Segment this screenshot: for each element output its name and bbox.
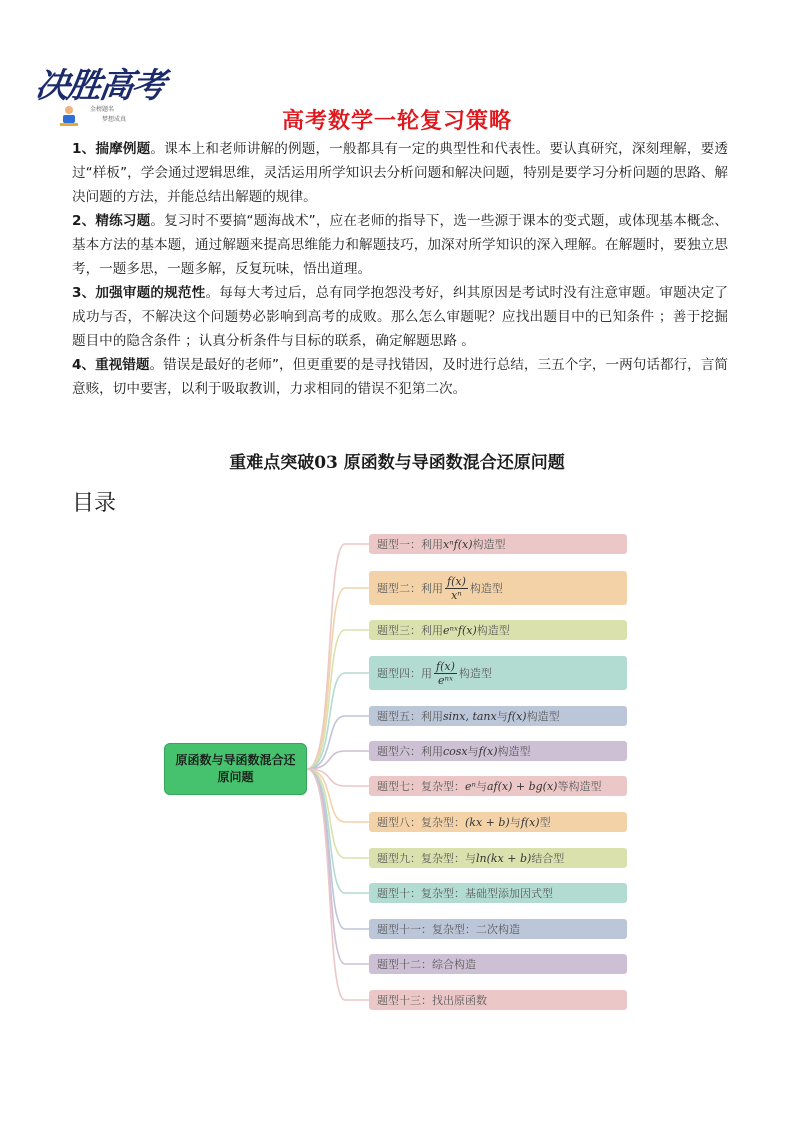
mindmap-connector <box>307 630 369 769</box>
tip-3 <box>72 281 728 353</box>
node-label: 与 <box>475 780 487 793</box>
mindmap-connector <box>307 769 369 893</box>
tip-2 <box>72 209 728 281</box>
node-fraction <box>434 660 457 687</box>
logo-text: 决胜高考 <box>32 66 167 106</box>
node-math: f(x) <box>507 709 527 723</box>
node-label: 构造型 <box>469 582 503 595</box>
node-label: 构造型 <box>497 745 531 758</box>
node-label: 构造型 <box>458 667 492 680</box>
node-math: af(x) + bg(x) <box>486 779 558 793</box>
node-label: 题型一：利用 <box>377 538 443 551</box>
node-label: 题型九：复杂型：与 <box>377 852 476 865</box>
tip-body: 。复习时不要搞“题海战术”，应在老师的指导下，选一些源于课本的变式题，或体现基本概念、基本方法的基本题，通过解题来提高思维能力和解题技巧，加深对所学知识的深入理解。在解题时，要独立思考，一题多思，一题多解，反复玩味，悟出道理。 <box>72 213 728 277</box>
mindmap-connector <box>307 769 369 929</box>
fraction-denominator: xⁿ <box>451 588 462 602</box>
tip-body: 。课本上和老师讲解的例题，一般都具有一定的典型性和代表性。要认真研究，深刻理解，要透过“样板”，学会通过逻辑思维，灵活运用所学知识去分析问题和解决问题，特别是要学习分析问题的思路、解决问题的方法，并能总结出解题的规律。 <box>72 141 728 205</box>
tip-body: 。每每大考过后，总有同学抱怨没考好，纠其原因是考试时没有注意审题。审题决定了成功与否，不解决这个问题势必影响到高考的成败。那么怎么审题呢？应找出题目中的已知条件 ；善于挖掘题目中的隐含条件 ；认真分析条件与目标的联系，确定解题思路 。 <box>72 285 728 349</box>
node-math: (kx + b) <box>465 815 510 829</box>
node-math: ln(kx + b) <box>476 851 532 865</box>
mindmap-connector <box>307 673 369 769</box>
mindmap-root: 原函数与导函数混合还原问题 <box>164 743 307 795</box>
node-math: eⁿ <box>465 779 476 793</box>
node-math: f(x) <box>520 815 540 829</box>
node-label: 构造型 <box>526 710 560 723</box>
tip-lead: 2、精练习题 <box>72 213 151 229</box>
node-label: 题型八：复杂型： <box>377 816 465 829</box>
mindmap-node <box>369 919 627 939</box>
node-label: 等构造型 <box>557 780 602 793</box>
logo-tagline-2: 梦想成真 <box>102 116 127 123</box>
tip-lead: 4、重视错题 <box>72 357 150 373</box>
mindmap-node <box>369 656 627 690</box>
tip-lead: 3、加强审题的规范性 <box>72 285 206 301</box>
node-label: 题型十一：复杂型：二次构造 <box>377 923 520 936</box>
tip-4 <box>72 353 728 401</box>
mindmap-node <box>369 741 627 761</box>
mindmap-node <box>369 776 627 796</box>
node-label: 结合型 <box>531 852 565 865</box>
node-label: 题型二：利用 <box>377 582 443 595</box>
node-label: 题型十二：综合构造 <box>377 958 476 971</box>
fraction-denominator: eⁿˣ <box>437 673 453 687</box>
node-math: cosx <box>443 744 468 758</box>
mindmap-node <box>369 990 627 1010</box>
section-title: 重难点突破03 原函数与导函数混合还原问题 <box>229 453 565 473</box>
toc-heading: 目录 <box>72 491 117 516</box>
node-label: 与 <box>509 816 521 829</box>
node-math: f(x) <box>478 744 498 758</box>
node-label: 题型十三：找出原函数 <box>377 994 487 1007</box>
node-label: 与 <box>467 745 479 758</box>
node-label: 题型十：复杂型：基础型添加因式型 <box>377 887 553 900</box>
strategy-tips <box>72 137 728 401</box>
node-label: 题型三：利用 <box>377 624 443 637</box>
tip-body: 。错误是最好的老师”，但更重要的是寻找错因，及时进行总结，三五个字，一两句话都行，言简意赅，切中要害，以利于吸取教训，力求相同的错误不犯第二次。 <box>72 357 728 397</box>
page-title: 高考数学一轮复习策略 <box>281 109 512 134</box>
mindmap <box>0 520 794 1020</box>
node-math: eⁿˣf(x) <box>443 623 477 637</box>
node-label: 题型五：利用 <box>377 710 443 723</box>
tip-1 <box>72 137 728 209</box>
node-math: sinx, tanx <box>443 709 497 723</box>
node-label: 构造型 <box>472 538 506 551</box>
mindmap-connector <box>307 769 369 964</box>
fraction-numerator: f(x) <box>436 659 455 673</box>
mindmap-node <box>369 571 627 605</box>
node-label: 题型七：复杂型： <box>377 780 465 793</box>
node-fraction <box>445 575 468 602</box>
node-label: 型 <box>539 816 551 829</box>
fraction-numerator: f(x) <box>447 574 466 588</box>
logo-tagline-1: 金榜题名 <box>90 106 115 113</box>
mindmap-node <box>369 620 627 640</box>
node-label: 构造型 <box>476 624 510 637</box>
node-math: xⁿf(x) <box>443 537 473 551</box>
mindmap-node <box>369 706 627 726</box>
node-label: 与 <box>496 710 508 723</box>
tip-lead: 1、揣摩例题 <box>72 141 151 157</box>
mindmap-node <box>369 848 627 868</box>
mindmap-node <box>369 812 627 832</box>
mindmap-node <box>369 534 627 554</box>
node-label: 题型四：用 <box>377 667 432 680</box>
node-label: 题型六：利用 <box>377 745 443 758</box>
mindmap-connector <box>307 544 369 769</box>
mindmap-node <box>369 954 627 974</box>
mindmap-node <box>369 883 627 903</box>
